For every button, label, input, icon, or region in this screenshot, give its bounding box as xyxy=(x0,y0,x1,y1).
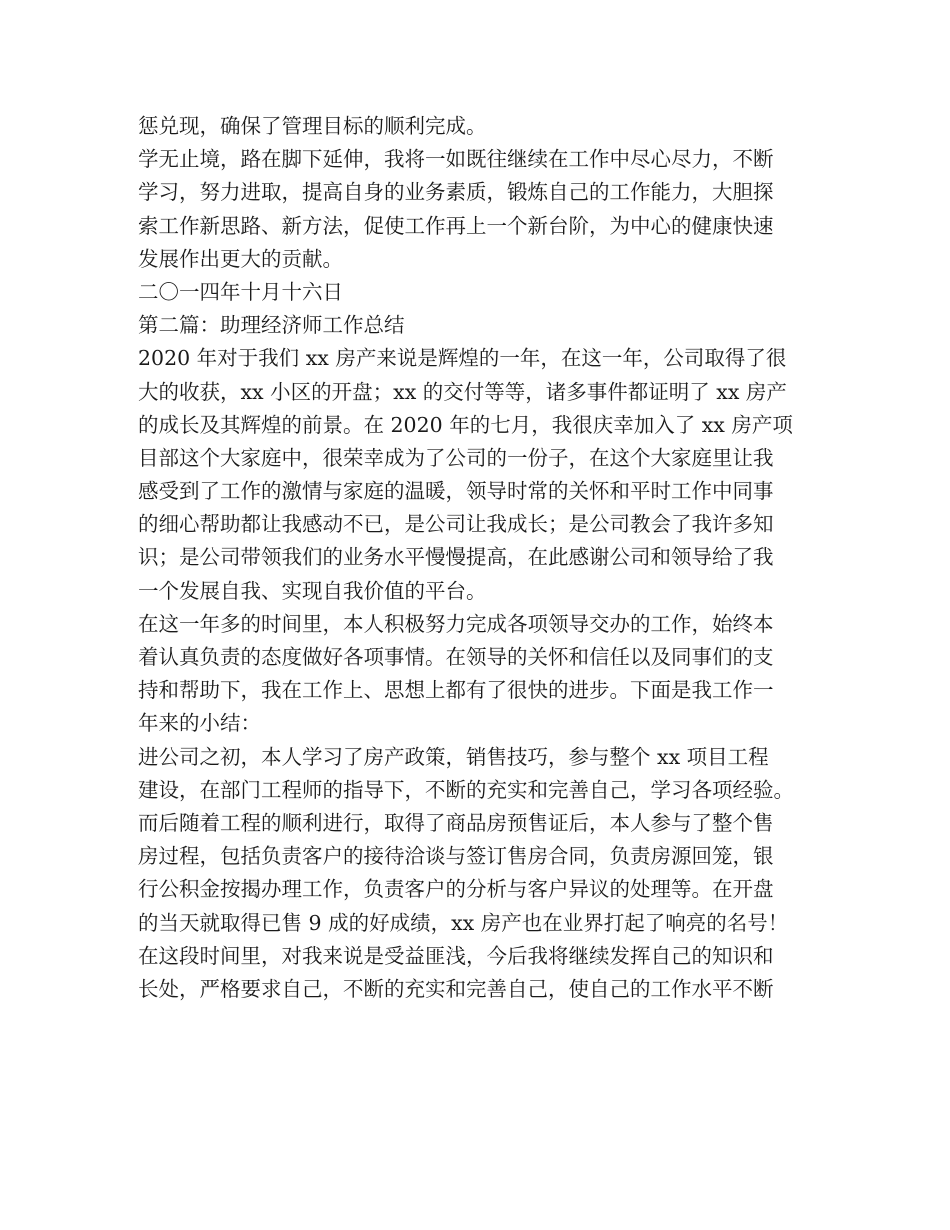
text-line: 学习，努力进取，提高自身的业务素质，锻炼自己的工作能力，大胆探 xyxy=(138,180,774,205)
text-line: 识；是公司带领我们的业务水平慢慢提高，在此感谢公司和领导给了我 xyxy=(138,545,774,570)
text-line: 目部这个大家庭中，很荣幸成为了公司的一份子，在这个大家庭里让我 xyxy=(138,445,774,470)
date-line: 二〇一四年十月十六日 xyxy=(138,279,343,304)
text-line: 的成长及其辉煌的前景。在 2020 年的七月，我很庆幸加入了 xx 房产项 xyxy=(138,412,793,437)
text-line: 发展作出更大的贡献。 xyxy=(138,246,343,271)
text-line: 学无止境，路在脚下延伸，我将一如既往继续在工作中尽心尽力，不断 xyxy=(138,147,774,172)
text-line: 的当天就取得已售 9 成的好成绩，xx 房产也在业界打起了响亮的名号！ xyxy=(138,910,789,935)
text-line: 在这段时间里，对我来说是受益匪浅，今后我将继续发挥自己的知识和 xyxy=(138,943,774,968)
text-line: 索工作新思路、新方法，促使工作再上一个新台阶，为中心的健康快速 xyxy=(138,213,774,238)
text-line: 感受到了工作的激情与家庭的温暖，领导时常的关怀和平时工作中同事 xyxy=(138,479,774,504)
text-line: 在这一年多的时间里，本人积极努力完成各项领导交办的工作，始终本 xyxy=(138,611,774,636)
text-line: 年来的小结： xyxy=(138,711,261,736)
document-body xyxy=(138,110,838,1006)
text-line: 房过程，包括负责客户的接待洽谈与签订售房合同，负责房源回笼，银 xyxy=(138,844,774,869)
text-line: 建设，在部门工程师的指导下，不断的充实和完善自己，学习各项经验。 xyxy=(138,777,794,802)
text-line: 持和帮助下，我在工作上、思想上都有了很快的进步。下面是我工作一 xyxy=(138,678,774,703)
text-line: 的细心帮助都让我感动不已，是公司让我成长；是公司教会了我许多知 xyxy=(138,512,774,537)
text-line: 着认真负责的态度做好各项事情。在领导的关怀和信任以及同事们的支 xyxy=(138,645,774,669)
text-line: 惩兑现，确保了管理目标的顺利完成。 xyxy=(138,114,487,138)
text-line: 进公司之初，本人学习了房产政策，销售技巧，参与整个 xx 项目工程 xyxy=(138,744,769,769)
text-line: 而后随着工程的顺利进行，取得了商品房预售证后，本人参与了整个售 xyxy=(138,810,774,835)
text-line: 2020 年对于我们 xx 房产来说是辉煌的一年，在这一年，公司取得了很 xyxy=(138,346,787,371)
text-line: 行公积金按揭办理工作，负责客户的分析与客户异议的处理等。在开盘 xyxy=(138,877,774,902)
text-line: 大的收获，xx 小区的开盘；xx 的交付等等，诸多事件都证明了 xx 房产 xyxy=(138,379,787,404)
text-line: 长处，严格要求自己，不断的充实和完善自己，使自己的工作水平不断 xyxy=(138,976,774,1001)
section-title: 第二篇：助理经济师工作总结 xyxy=(138,313,405,338)
text-line: 一个发展自我、实现自我价值的平台。 xyxy=(138,578,487,603)
